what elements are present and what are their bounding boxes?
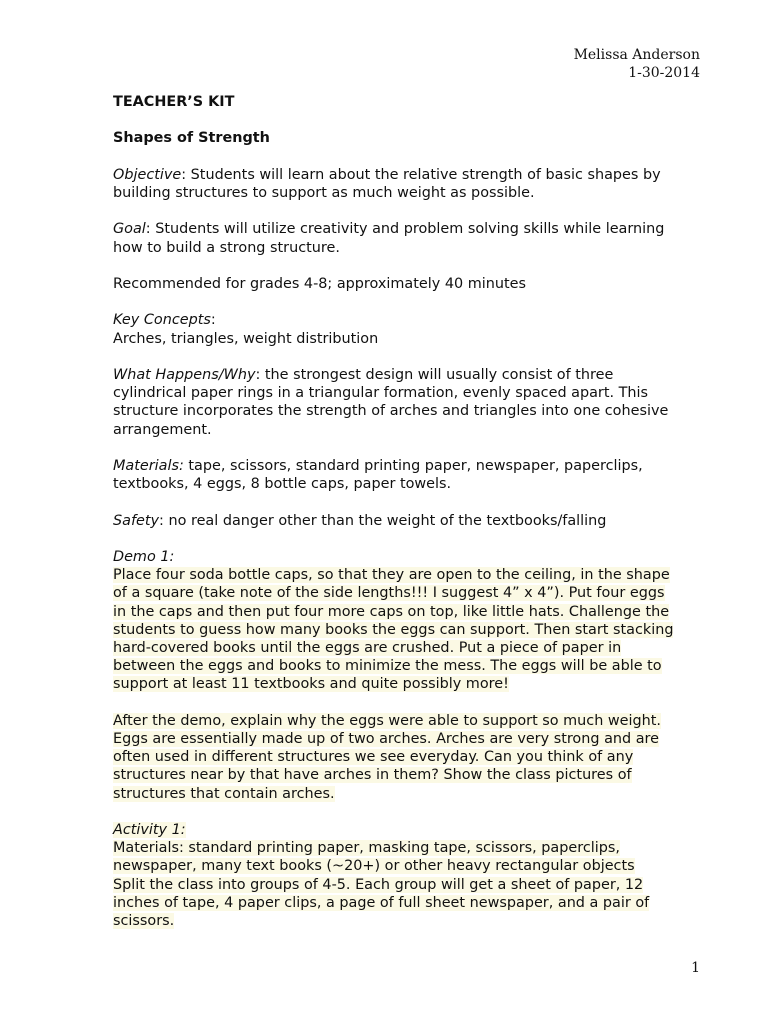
safety-paragraph — [113, 512, 713, 530]
activity-label: Activity 1: — [113, 821, 186, 838]
what-happens-line-3: structure incorporates the strength of arches and triangles into one cohesive — [113, 403, 669, 420]
goal-line-1 — [113, 220, 713, 238]
key-concepts-paragraph — [113, 311, 713, 347]
objective-label: Objective — [113, 166, 182, 183]
after-demo-line-4: structures near by that have arches in them? Show the class pictures of — [113, 767, 632, 784]
materials-text-1: tape, scissors, standard printing paper, newspaper, paperclips, — [183, 457, 643, 474]
materials-paragraph — [113, 457, 713, 493]
document-date: 1-30-2014 — [628, 64, 700, 81]
safety-label: Safety — [113, 512, 160, 529]
demo-line-5: hard-covered books until the eggs are crushed. Put a piece of paper in — [113, 639, 622, 656]
document-header — [574, 47, 700, 82]
document-body — [113, 91, 713, 948]
objective-text-1: : Students will learn about the relative strength of basic shapes by — [181, 166, 661, 183]
demo-line-7: support at least 11 textbooks and quite possibly more! — [113, 676, 509, 693]
demo-line-2: of a square (take note of the side lengths!!! I suggest 4” x 4”). Put four eggs — [113, 585, 665, 602]
key-concepts-colon: : — [210, 312, 216, 329]
after-demo-line-2: Eggs are essentially made up of two arches. Arches are very strong and are — [113, 730, 659, 747]
materials-line-2: textbooks, 4 eggs, 8 bottle caps, paper towels. — [113, 476, 452, 493]
after-demo-line-3: often used in different structures we see everyday. Can you think of any — [113, 749, 634, 766]
activity-line-3: Split the class into groups of 4-5. Each group will get a sheet of paper, 12 — [113, 876, 644, 893]
safety-text: : no real danger other than the weight of the textbooks/falling — [159, 512, 607, 529]
materials-label: Materials: — [113, 457, 184, 474]
activity-paragraph — [113, 821, 713, 930]
kit-title: TEACHER’S KIT — [113, 94, 235, 110]
goal-line-2: how to build a strong structure. — [113, 239, 340, 256]
what-happens-label: What Happens/Why — [113, 366, 256, 383]
what-happens-line-4: arrangement. — [113, 421, 212, 438]
author-name: Melissa Anderson — [573, 47, 700, 63]
activity-line-2: newspaper, many text books (~20+) or other heavy rectangular objects — [113, 858, 635, 875]
demo-paragraph — [113, 548, 713, 694]
key-concepts-text: Arches, triangles, weight distribution — [113, 330, 379, 347]
goal-paragraph — [113, 220, 713, 256]
demo-line-4: students to guess how many books the eggs can support. Then start stacking — [113, 621, 674, 638]
key-concepts-heading — [113, 311, 713, 329]
after-demo-paragraph — [113, 712, 713, 803]
objective-paragraph — [113, 166, 713, 202]
what-happens-paragraph — [113, 366, 713, 439]
demo-label: Demo 1: — [113, 548, 175, 565]
after-demo-line-1: After the demo, explain why the eggs were able to support so much weight. — [113, 712, 662, 729]
goal-label: Goal — [113, 221, 146, 238]
demo-line-3: in the caps and then put four more caps on top, like little hats. Challenge the — [113, 603, 670, 620]
demo-line-1: Place four soda bottle caps, so that they are open to the ceiling, in the shape — [113, 567, 670, 584]
document-title: Shapes of Strength — [113, 130, 270, 147]
page-number: 1 — [691, 960, 700, 976]
goal-text-1: : Students will utilize creativity and problem solving skills while learning — [145, 221, 665, 238]
materials-line-1 — [113, 457, 713, 475]
activity-line-1: Materials: standard printing paper, masking tape, scissors, paperclips, — [113, 840, 620, 857]
objective-line-2: building structures to support as much weight as possible. — [113, 184, 535, 201]
what-happens-line-2: cylindrical paper rings in a triangular formation, evenly spaced apart. This — [113, 385, 649, 402]
activity-line-4: inches of tape, 4 paper clips, a page of full sheet newspaper, and a pair of — [113, 894, 650, 911]
key-concepts-label: Key Concepts — [113, 312, 211, 329]
activity-line-5: scissors. — [113, 912, 175, 929]
after-demo-line-5: structures that contain arches. — [113, 785, 335, 802]
demo-line-6: between the eggs and books to minimize the mess. The eggs will be able to — [113, 658, 662, 675]
what-happens-text-1: : the strongest design will usually consist of three — [255, 366, 614, 383]
objective-line-1 — [113, 166, 713, 184]
what-happens-line-1 — [113, 366, 713, 384]
recommended-paragraph: Recommended for grades 4-8; approximately 40 minutes — [113, 275, 526, 292]
